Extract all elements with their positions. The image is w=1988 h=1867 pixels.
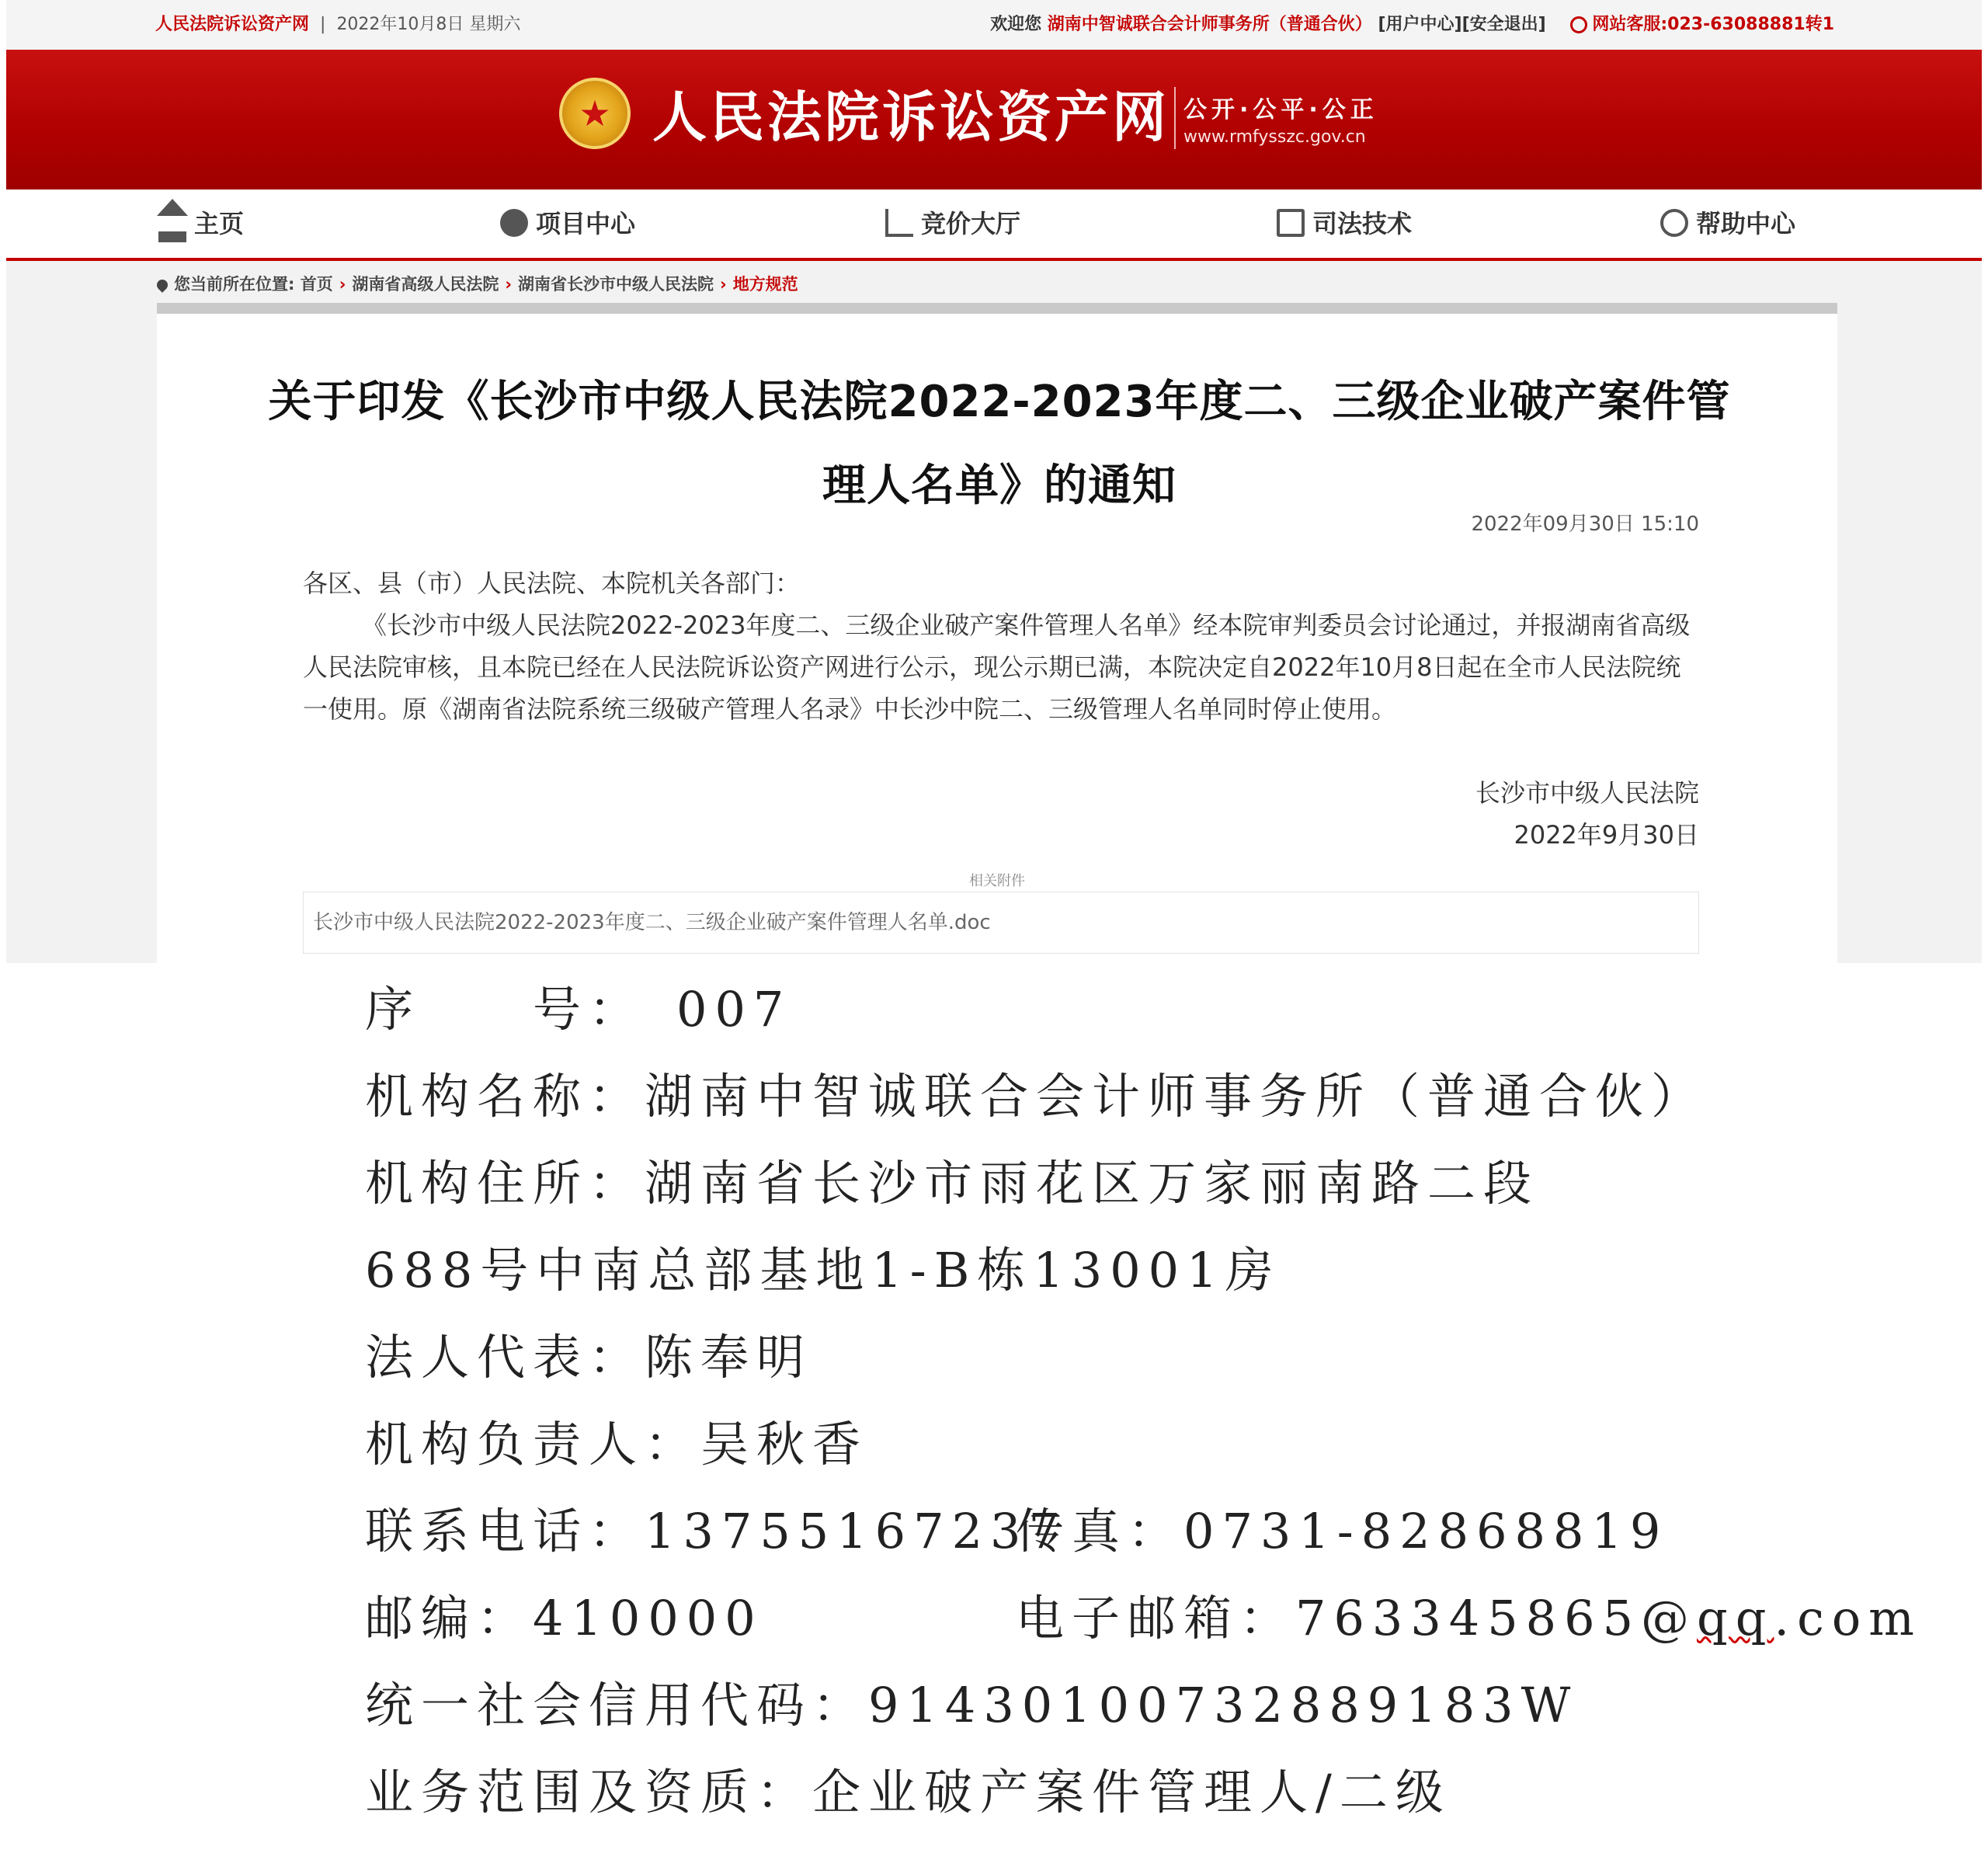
location-pin-icon	[155, 277, 170, 293]
nav-label: 司法技术	[1312, 209, 1413, 238]
nav-item-help[interactable]	[1660, 189, 1795, 258]
record-address-1: 机构住所：湖南省长沙市雨花区万家丽南路二段	[365, 1155, 1540, 1212]
breadcrumb-current[interactable]: 地方规范	[732, 275, 798, 294]
article-signature	[1475, 772, 1699, 856]
record-manager: 机构负责人：吴秋香	[365, 1416, 869, 1472]
record-postcode-row	[365, 1584, 1922, 1653]
breadcrumb-prefix: 您当前所在位置:	[174, 275, 295, 294]
site-slogan: 公开·公平·公正	[1183, 96, 1378, 123]
help-icon	[1660, 209, 1688, 237]
main-nav	[6, 189, 1982, 261]
top-bar-right	[990, 0, 1834, 50]
email-domain-misspelled: qq	[1697, 1590, 1774, 1646]
nav-item-auction[interactable]	[885, 189, 1020, 258]
breadcrumb-item-city-court[interactable]: 湖南省长沙市中级人民法院	[518, 275, 714, 294]
nav-item-projects[interactable]	[500, 189, 635, 258]
article-timestamp: 2022年09月30日 15:10	[1471, 513, 1699, 536]
record-credit-code: 统一社会信用代码：91430100732889183W	[365, 1677, 1579, 1733]
record-legal-rep: 法人代表：陈奉明	[365, 1329, 813, 1385]
user-name[interactable]: 湖南中智诚联合会计师事务所（普通合伙）	[1047, 15, 1372, 34]
email-prefix: 电子邮箱：763345865@	[1016, 1590, 1698, 1646]
breadcrumb: 您当前所在位置: 首页 › 湖南省高级人民法院 › 湖南省长沙市中级人民法院 › 地方规范	[157, 269, 798, 300]
phone-icon	[1570, 16, 1587, 33]
attachment-link[interactable]: 长沙市中级人民法院2022-2023年度二、三级企业破产案件管理人名单.doc	[303, 892, 1699, 954]
sign-date: 2022年9月30日	[1514, 820, 1699, 850]
home-icon	[158, 203, 186, 242]
top-bar-left: 人民法院诉讼资产网 | 2022年10月8日 星期六	[155, 15, 521, 34]
record-serial: 序 号： 007	[365, 981, 792, 1038]
record-scope: 业务范围及资质：企业破产案件管理人/二级	[365, 1764, 1451, 1820]
article-panel	[157, 303, 1837, 963]
signer-name: 长沙市中级人民法院	[1475, 778, 1699, 808]
site-home-link[interactable]: 人民法院诉讼资产网	[155, 15, 310, 34]
record-address-2: 688号中南总部基地1-B栋13001房	[365, 1242, 1281, 1299]
nav-label: 竞价大厅	[921, 209, 1021, 238]
project-icon	[500, 209, 528, 237]
welcome-text: 欢迎您	[990, 15, 1042, 34]
nav-item-home[interactable]	[158, 189, 244, 258]
record-phone: 联系电话：13755167237	[365, 1503, 1067, 1559]
nav-label: 帮助中心	[1696, 209, 1796, 238]
site-url: www.rmfysszc.gov.cn	[1183, 127, 1366, 147]
document-icon	[1277, 209, 1305, 237]
browser-screenshot	[6, 0, 1982, 963]
email-suffix: .com	[1774, 1590, 1922, 1646]
attachment-label: 相关附件	[969, 873, 1025, 889]
header-divider	[1174, 87, 1176, 149]
top-info-bar	[6, 0, 1982, 50]
hotline-text: 网站客服:023-63088881转1	[1592, 15, 1834, 34]
record-fax: 传真：0731-82868819	[1016, 1503, 1669, 1559]
article-body	[303, 562, 1701, 730]
article-paragraph: 《长沙市中级人民法院2022-2023年度二、三级企业破产案件管理人名单》经本院审判委员会讨论通过，并报湖南省高级人民法院审核，且本院已经在人民法院诉讼资产网进行公示，现公示期已满，本院决定自2022年10月8日起在全市人民法院统一使用。原《湖南省法院系统三级破产管理人名录》中长沙中院二、三级管理人名单同时停止使用。	[303, 610, 1691, 724]
chart-icon	[885, 209, 913, 237]
breadcrumb-item-high-court[interactable]: 湖南省高级人民法院	[352, 275, 499, 294]
record-email	[1016, 1584, 1922, 1653]
record-org-name: 机构名称：湖南中智诚联合会计师事务所（普通合伙）	[365, 1068, 1708, 1125]
nav-item-judicial-tech[interactable]	[1277, 189, 1412, 258]
breadcrumb-item-home[interactable]: 首页	[300, 275, 333, 294]
article-salutation: 各区、县（市）人民法院、本院机关各部门：	[303, 568, 801, 598]
nav-label: 主页	[194, 209, 245, 238]
article-title: 关于印发《长沙市中级人民法院2022-2023年度二、三级企业破产案件管理人名单》的通知	[268, 377, 1731, 511]
record-phone-row	[365, 1497, 1669, 1566]
record-postcode: 邮编：410000	[365, 1590, 763, 1646]
court-emblem-icon	[559, 78, 631, 149]
current-date: 2022年10月8日 星期六	[336, 15, 521, 34]
site-header-banner	[6, 50, 1982, 189]
user-links[interactable]: [用户中心][安全退出]	[1378, 15, 1546, 34]
site-logo-title[interactable]: 人民法院诉讼资产网	[652, 85, 1170, 149]
nav-label: 项目中心	[536, 209, 636, 238]
